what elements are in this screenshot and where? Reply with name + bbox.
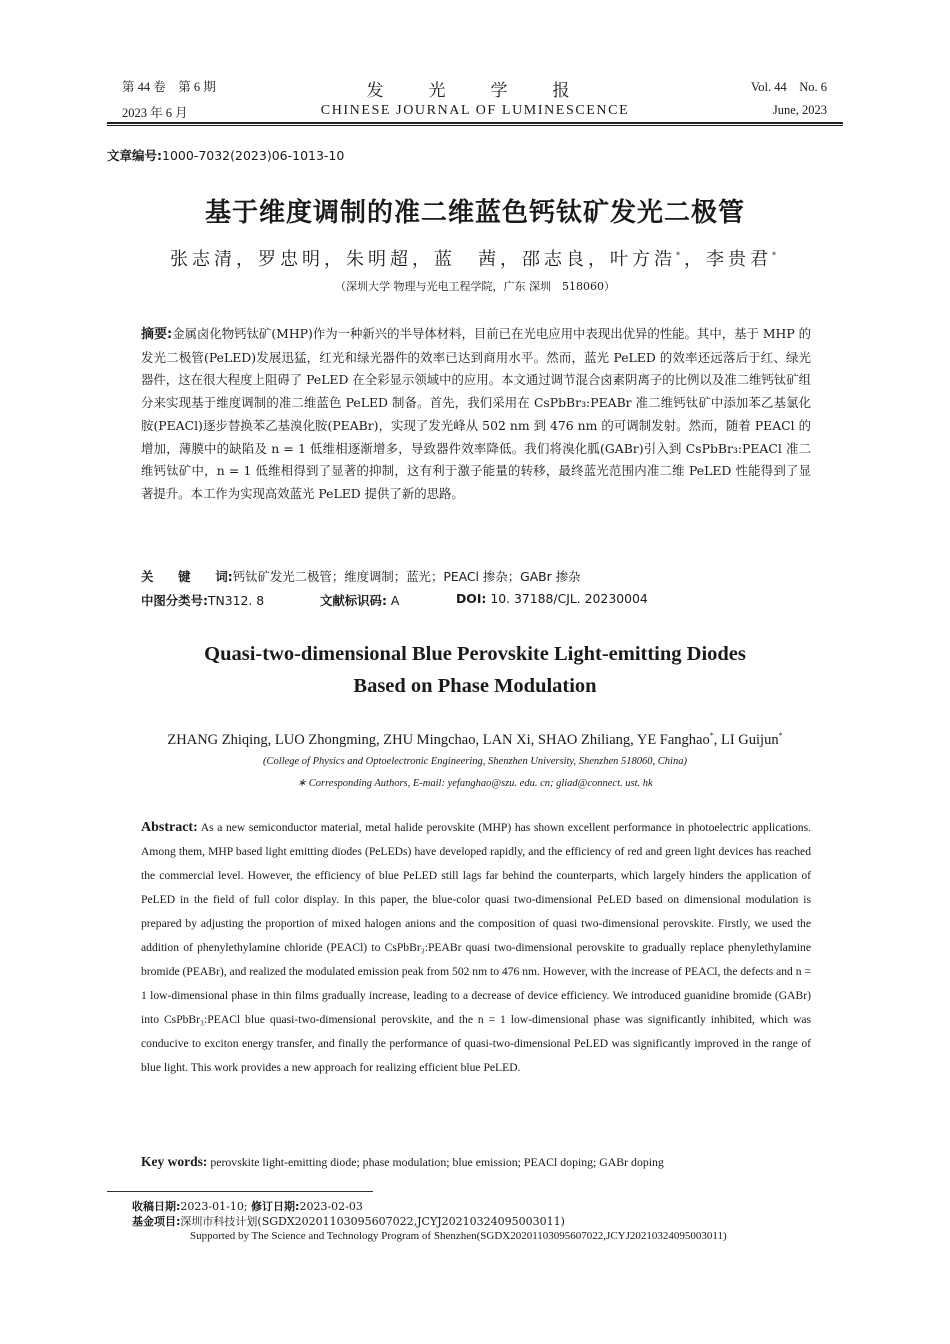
fund-cn: 深圳市科技计划(SGDX20201103095607022,JCYJ20210324095003011) bbox=[180, 1215, 565, 1228]
received-dates bbox=[132, 1199, 363, 1214]
date-cn: 2023 年 6 月 bbox=[122, 106, 188, 120]
title-cn: 基于维度调制的准二维蓝色钙钛矿发光二极管 bbox=[204, 198, 745, 228]
clc-label: 中图分类号: bbox=[141, 593, 208, 608]
article-number bbox=[107, 146, 344, 164]
authors-cn-separator: ， bbox=[684, 249, 706, 270]
authors-cn bbox=[0, 245, 950, 271]
doi-label: DOI: bbox=[456, 591, 487, 606]
authors-cn-corresponding-mark: * bbox=[676, 251, 684, 260]
doc-code-value: A bbox=[390, 593, 400, 608]
corresponding-authors-en: ∗ Corresponding Authors, E-mail: yefanghao@szu. edu. cn; gliad@connect. ust. hk bbox=[297, 778, 653, 789]
volume-issue-cn: 第 44 卷 第 6 期 bbox=[122, 80, 216, 94]
header-rule-bottom bbox=[107, 125, 843, 126]
keywords-en-label: Key words: bbox=[141, 1154, 208, 1169]
abstract-en-text: As a new semiconductor material, metal halide perovskite (MHP) has shown excellent performance in photoelectric applications. Among them, MHP based light emitting diodes (PeLEDs) have developed rapidly, and the efficiency of red and green light devices has reached the commercial level. However, the efficiency of blue PeLED still lags far behind the counterparts, which largely hinders the application of PeLED in the field of full color display. In this paper, the blue-color quasi two-dimensional PeLED based on dimensional modulation is prepared by adjusting the proportion of mixed halogen anions and the composition of quasi two-dimensional perovskite. Firstly, we used the addition of phenylethylamine chloride (PEACl) to CsPbBr₃:PEABr quasi two-dimensional perovskite to gradually replace phenylethylamine bromide (PEABr), and realized the modulated emission peak from 502 nm to 476 nm. However, with the increase of PEACl, the defects and n = 1 low-dimensional phase in thin films gradually increase, leading to a decrease of device efficiency. We introduced guanidine bromide (GABr) into CsPbBr₃:PEACl blue quasi-two-dimensional perovskite, and the n = 1 low-dimensional phase was significantly inhibited, which was conducive to exciton energy transfer, and finally the performance of quasi-two-dimensional PeLED was significantly improved in the range of blue light. This work provides a new approach for realizing efficient blue PeLED. bbox=[141, 821, 812, 1074]
authors-en bbox=[0, 731, 950, 749]
clc-value: TN312. 8 bbox=[207, 593, 265, 608]
fund-project bbox=[132, 1214, 565, 1229]
doc-code-label: 文献标识码: bbox=[320, 593, 387, 608]
title-en-line-2: Based on Phase Modulation bbox=[353, 675, 597, 697]
article-number-value: 1000-7032(2023)06-1013-10 bbox=[162, 148, 345, 163]
authors-en-list: ZHANG Zhiqing, LUO Zhongming, ZHU Mingchao, LAN Xi, SHAO Zhiliang, YE Fanghao bbox=[167, 731, 710, 748]
article-number-label: 文章编号: bbox=[107, 148, 162, 163]
doi bbox=[456, 591, 648, 606]
journal-title-cn: 发 光 学 报 bbox=[366, 81, 584, 101]
affiliation-en: (College of Physics and Optoelectronic Engineering, Shenzhen University, Shenzhen 518060, China) bbox=[263, 756, 687, 767]
title-en bbox=[0, 638, 950, 702]
fund-label: 基金项目: bbox=[132, 1215, 181, 1228]
header-rule-top bbox=[107, 122, 843, 124]
keywords-cn-text: 钙钛矿发光二极管；维度调制；蓝光；PEACl 掺杂；GABr 掺杂 bbox=[232, 569, 581, 584]
journal-title-en: CHINESE JOURNAL OF LUMINESCENCE bbox=[320, 103, 630, 118]
received-label: 收稿日期: bbox=[132, 1200, 181, 1213]
volume-issue-en: Vol. 44 No. 6 bbox=[750, 80, 827, 94]
authors-en-last: LI Guijun bbox=[721, 731, 779, 748]
abstract-en bbox=[141, 816, 811, 1080]
doi-value: 10. 37188/CJL. 20230004 bbox=[490, 591, 648, 606]
authors-cn-last: 李贵君 bbox=[706, 249, 772, 270]
document-code bbox=[320, 591, 399, 609]
affiliation-cn: （深圳大学 物理与光电工程学院，广东 深圳 518060） bbox=[335, 280, 615, 293]
date-en: June, 2023 bbox=[772, 103, 827, 117]
keywords-en-text: perovskite light-emitting diode; phase modulation; blue emission; PEACl doping; GABr doping bbox=[210, 1155, 664, 1169]
revised-label: 修订日期: bbox=[251, 1200, 300, 1213]
revised-value: 2023-02-03 bbox=[299, 1200, 363, 1213]
abstract-cn bbox=[141, 323, 811, 506]
authors-cn-last-corresponding-mark: * bbox=[772, 251, 780, 260]
footnote-rule bbox=[107, 1191, 373, 1192]
abstract-cn-text: 金属卤化物钙钛矿(MHP)作为一种新兴的半导体材料，目前已在光电应用中表现出优异的性能。其中，基于 MHP 的发光二极管(PeLED)发展迅猛，红光和绿光器件的效率已达到商用水平。然而，蓝光 PeLED 的效率还远落后于红、绿光器件，这在很大程度上阻碍了 PeLED 在全彩显示领域中的应用。本文通过调节混合卤素阴离子的比例以及准二维钙钛矿组分来实现基于维度调制的准二维蓝色 PeLED 制备。首先，我们采用在 CsPbBr₃:PEABr 准二维钙钛矿中添加苯乙基氯化胺(PEACl)逐步替换苯乙基溴化胺(PEABr)，实现了发光峰从 502 nm 到 476 nm 的可调制发射。然而，随着 PEACl 的增加，薄膜中的缺陷及 n = 1 低维相逐渐增多，导致器件效率降低。我们将溴化胍(GABr)引入到 CsPbBr₃:PEACl 准二维钙钛矿中，n = 1 低维相得到了显著的抑制，这有利于激子能量的转移，最终蓝光范围内准二维 PeLED 性能得到了显著提升。本工作为实现高效蓝光 PeLED 提供了新的思路。 bbox=[141, 326, 811, 501]
keywords-cn bbox=[141, 567, 821, 585]
authors-en-corresponding-mark: * bbox=[709, 731, 714, 740]
keywords-cn-label: 关 键 词: bbox=[141, 569, 233, 584]
fund-en: Supported by The Science and Technology Program of Shenzhen(SGDX20201103095607022,JCYJ20210324095003011) bbox=[190, 1230, 727, 1242]
keywords-en bbox=[141, 1154, 821, 1170]
received-value: 2023-01-10; bbox=[180, 1200, 248, 1213]
abstract-cn-label: 摘要: bbox=[141, 327, 173, 342]
abstract-en-label: Abstract: bbox=[141, 820, 198, 835]
authors-cn-list: 张志清，罗忠明，朱明超，蓝 茜，邵志良，叶方浩 bbox=[170, 249, 676, 270]
authors-en-separator: , bbox=[713, 731, 721, 748]
title-en-line-1: Quasi-two-dimensional Blue Perovskite Light-emitting Diodes bbox=[204, 643, 746, 665]
authors-en-last-corresponding-mark: * bbox=[778, 731, 783, 740]
